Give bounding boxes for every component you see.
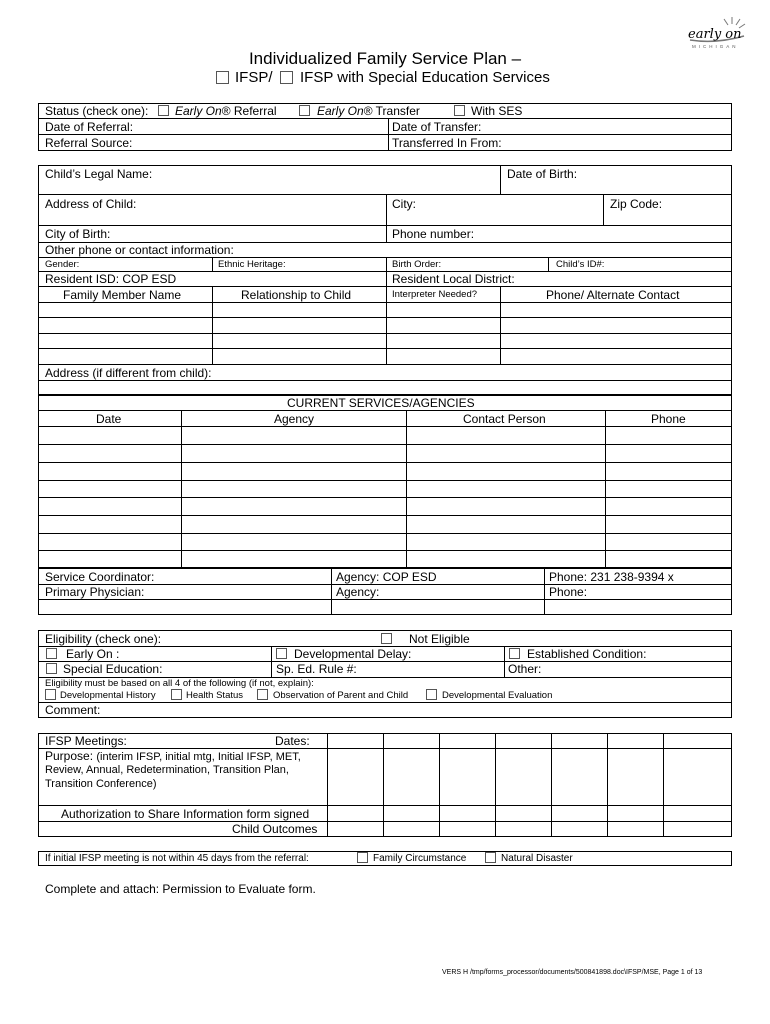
date-of-transfer-field[interactable]: Date of Transfer: [392, 120, 482, 134]
sp-ed-rule-field[interactable]: Sp. Ed. Rule #: [276, 662, 357, 676]
relationship-header: Relationship to Child [241, 288, 352, 302]
transferred-from-field[interactable]: Transferred In From: [392, 136, 502, 150]
birth-order-field[interactable]: Birth Order: [392, 259, 442, 270]
not-eligible-label: Not Eligible [409, 632, 470, 646]
delay-reason-label: If initial IFSP meeting is not within 45 days from the referral: [45, 853, 309, 864]
resident-isd-field[interactable]: Resident ISD: COP ESD [45, 272, 177, 286]
eligibility-other-field[interactable]: Other: [508, 662, 542, 676]
coordinator-agency-field[interactable]: Agency: COP ESD [336, 570, 437, 584]
meeting-dates-label: Dates: [275, 734, 310, 748]
observation-checkbox[interactable] [257, 689, 268, 700]
status-referral-label: Early On® Referral [175, 104, 277, 118]
status-referral-checkbox[interactable] [158, 105, 169, 116]
ifsp-ses-option-label: IFSP with Special Education Services [300, 69, 550, 86]
status-ses-label: With SES [471, 104, 523, 118]
dev-history-label: Developmental History [60, 690, 156, 701]
not-eligible-checkbox[interactable] [381, 633, 392, 644]
services-contact-header: Contact Person [463, 412, 546, 426]
meeting-purpose-line2: Review, Annual, Redetermination, Transition Plan, [45, 764, 289, 776]
services-date-header: Date [96, 412, 122, 426]
early-on-logo [686, 14, 748, 50]
eligibility-basis-note: Eligibility must be based on all 4 of the following (if not, explain): [45, 678, 314, 689]
services-phone-header: Phone [651, 412, 686, 426]
primary-physician-field[interactable]: Primary Physician: [45, 585, 145, 599]
status-transfer-label: Early On® Transfer [317, 104, 420, 118]
page-title: Individualized Family Service Plan – [248, 49, 522, 68]
date-of-referral-field[interactable]: Date of Referral: [45, 120, 134, 134]
child-zip-field[interactable]: Zip Code: [610, 197, 663, 211]
dev-evaluation-checkbox[interactable] [426, 689, 437, 700]
physician-phone-field[interactable]: Phone: [549, 585, 588, 599]
coordinator-phone-field[interactable]: Phone: 231 238-9394 x [549, 570, 674, 584]
physician-agency-field[interactable]: Agency: [336, 585, 380, 599]
city-of-birth-field[interactable]: City of Birth: [45, 227, 111, 241]
eligibility-comment-field[interactable]: Comment: [45, 703, 101, 717]
footer-version: VERS H /tmp/forms_processor/documents/500841898.doc\IFSP/MSE, Page 1 of 13 [442, 969, 703, 976]
special-education-label: Special Education: [63, 662, 163, 676]
logo-text: early on [688, 27, 742, 42]
special-education-checkbox[interactable] [46, 663, 57, 674]
status-transfer-checkbox[interactable] [299, 105, 310, 116]
early-on-checkbox[interactable] [46, 648, 57, 659]
eligibility-label: Eligibility (check one): [45, 632, 162, 646]
gender-field[interactable]: Gender: [45, 259, 80, 270]
alternate-contact-header: Phone/ Alternate Contact [546, 288, 680, 302]
ifsp-checkbox[interactable] [216, 71, 229, 84]
services-title: CURRENT SERVICES/AGENCIES [287, 396, 475, 410]
child-legal-name-field[interactable]: Child’s Legal Name: [45, 167, 153, 181]
health-status-checkbox[interactable] [171, 689, 182, 700]
status-label: Status (check one): [45, 104, 149, 118]
natural-disaster-checkbox[interactable] [485, 852, 496, 863]
child-outcomes-label: Child Outcomes [232, 822, 318, 836]
family-circumstance-label: Family Circumstance [373, 853, 467, 864]
alternate-address-field[interactable]: Address (if different from child): [45, 366, 212, 380]
current-services-table [38, 395, 732, 568]
child-id-field[interactable]: Child’s ID#: [556, 259, 605, 270]
meeting-purpose-line3: Transition Conference) [45, 778, 157, 790]
authorization-label: Authorization to Share Information form signed [61, 807, 310, 821]
resident-local-district-field[interactable]: Resident Local District: [392, 272, 515, 286]
early-on-label: Early On : [66, 647, 120, 661]
observation-label: Observation of Parent and Child [273, 690, 409, 701]
established-condition-label: Established Condition: [527, 647, 647, 661]
ifsp-ses-checkbox[interactable] [280, 71, 293, 84]
dev-history-checkbox[interactable] [45, 689, 56, 700]
status-ses-checkbox[interactable] [454, 105, 465, 116]
ifsp-meetings-label: IFSP Meetings: [45, 734, 127, 748]
service-coordinator-field[interactable]: Service Coordinator: [45, 570, 155, 584]
ifsp-option-label: IFSP/ [235, 69, 273, 86]
family-circumstance-checkbox[interactable] [357, 852, 368, 863]
child-dob-field[interactable]: Date of Birth: [507, 167, 578, 181]
phone-number-field[interactable]: Phone number: [392, 227, 475, 241]
natural-disaster-label: Natural Disaster [501, 853, 573, 864]
services-agency-header: Agency [274, 412, 315, 426]
other-contact-field[interactable]: Other phone or contact information: [45, 243, 234, 257]
interpreter-header: Interpreter Needed? [392, 289, 478, 300]
child-city-field[interactable]: City: [392, 197, 416, 211]
attach-note: Complete and attach: Permission to Evaluate form. [45, 882, 316, 896]
ethnic-heritage-field[interactable]: Ethnic Heritage: [218, 259, 286, 270]
established-condition-checkbox[interactable] [509, 648, 520, 659]
dev-evaluation-label: Developmental Evaluation [442, 690, 553, 701]
developmental-delay-checkbox[interactable] [276, 648, 287, 659]
developmental-delay-label: Developmental Delay: [294, 647, 412, 661]
family-member-name-header: Family Member Name [63, 288, 182, 302]
referral-source-field[interactable]: Referral Source: [45, 136, 133, 150]
meeting-purpose-label: Purpose: (interim IFSP, initial mtg, Initial IFSP, MET, [45, 749, 301, 763]
health-status-label: Health Status [186, 690, 244, 701]
logo-subtext: MICHIGAN [692, 44, 739, 49]
child-address-field[interactable]: Address of Child: [45, 197, 137, 211]
